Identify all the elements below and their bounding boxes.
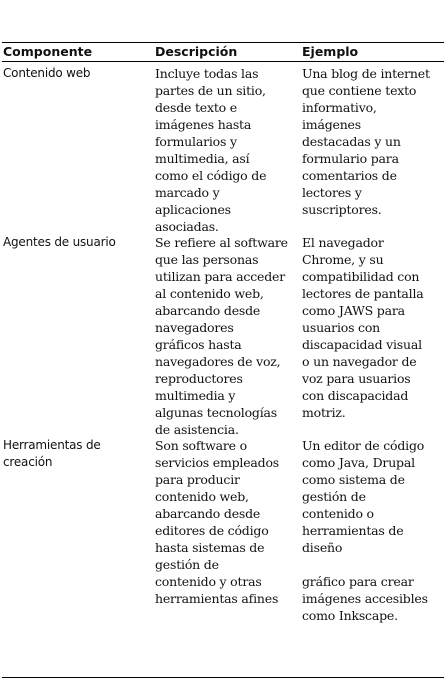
row-1-example	[302, 65, 430, 218]
row-2-example-line: con discapacidad	[302, 388, 409, 403]
row-1-component-line: Contenido web	[3, 66, 91, 80]
row-2-description-line: utilizan para acceder	[155, 269, 286, 284]
row-3-description-line: Son software o	[155, 438, 247, 453]
row-1-description-line: partes de un sitio,	[155, 83, 266, 98]
row-1-example-line: formulario para	[302, 151, 399, 166]
row-3-example-line: como Java, Drupal	[302, 455, 415, 470]
header-description: Descripción	[155, 44, 238, 59]
row-1-example-line: comentarios de	[302, 168, 397, 183]
row-2-description-line: de asistencia.	[155, 422, 239, 437]
row-2-component	[3, 234, 116, 251]
row-1-example-line: suscriptores.	[302, 202, 382, 217]
row-3-description	[155, 437, 279, 607]
row-3-example-line: imágenes accesibles	[302, 591, 428, 606]
row-3-example-line: diseño	[302, 540, 343, 555]
row-2-description-line: reproductores	[155, 371, 243, 386]
row-3-example	[302, 437, 428, 624]
row-2-description-line: multimedia y	[155, 388, 236, 403]
row-3-example-line: como sistema de	[302, 472, 405, 487]
row-2-description-line: navegadores de voz,	[155, 354, 281, 369]
row-3-example-line: Un editor de código	[302, 438, 425, 453]
row-3-description-line: abarcando desde	[155, 506, 261, 521]
row-3-description-line: contenido web,	[155, 489, 249, 504]
row-2-description-line: al contenido web,	[155, 286, 264, 301]
header-component: Componente	[3, 44, 93, 59]
row-2-example-line: usuarios con	[302, 320, 381, 335]
row-2-example-line: compatibilidad con	[302, 269, 420, 284]
table-header-rule	[2, 61, 444, 62]
row-1-description-line: aplicaciones	[155, 202, 231, 217]
row-2-example-line: lectores de pantalla	[302, 286, 424, 301]
row-1-example-line: que contiene texto	[302, 83, 417, 98]
row-2-description-line: Se refiere al software	[155, 235, 288, 250]
row-1-component	[3, 65, 90, 82]
row-3-description-line: contenido y otras	[155, 574, 262, 589]
row-1-description-line: imágenes hasta	[155, 117, 252, 132]
row-2-example-line: El navegador	[302, 235, 384, 250]
row-2-example-line: o un navegador de	[302, 354, 417, 369]
row-2-example-line: como JAWS para	[302, 303, 405, 318]
row-2-description-line: algunas tecnologías	[155, 405, 277, 420]
row-1-description-line: marcado y	[155, 185, 220, 200]
row-3-description-line: editores de código	[155, 523, 269, 538]
row-1-description-line: asociadas.	[155, 219, 219, 234]
row-3-example-line: contenido o	[302, 506, 374, 521]
row-1-description-line: multimedia, así	[155, 151, 250, 166]
row-2-description-line: gráficos hasta	[155, 337, 242, 352]
row-3-description-line: para producir	[155, 472, 240, 487]
row-2-example-line: discapacidad visual	[302, 337, 422, 352]
row-2-description-line: navegadores	[155, 320, 234, 335]
row-3-example-line: herramientas de	[302, 523, 404, 538]
row-2-description-line: abarcando desde	[155, 303, 261, 318]
row-3-component-line: creación	[3, 455, 53, 469]
row-1-example-line: lectores y	[302, 185, 362, 200]
row-3-component-line: Herramientas de	[3, 438, 101, 452]
row-1-description-line: como el código de	[155, 168, 267, 183]
row-3-description-line: gestión de	[155, 557, 219, 572]
row-3-example-line: como Inkscape.	[302, 608, 398, 623]
header-example: Ejemplo	[302, 44, 359, 59]
table-bottom-rule	[2, 677, 444, 678]
row-1-description	[155, 65, 266, 235]
row-3-example-line: gestión de	[302, 489, 366, 504]
row-3-description-line: herramientas afines	[155, 591, 279, 606]
row-3-example-line: gráfico para crear	[302, 574, 414, 589]
row-1-example-line: imágenes	[302, 117, 361, 132]
row-2-example-line: motriz.	[302, 405, 346, 420]
row-1-example-line: informativo,	[302, 100, 377, 115]
row-1-description-line: desde texto e	[155, 100, 237, 115]
row-1-description-line: formularios y	[155, 134, 237, 149]
row-2-description	[155, 234, 288, 438]
row-3-description-line: servicios empleados	[155, 455, 280, 470]
row-1-description-line: Incluye todas las	[155, 66, 259, 81]
row-2-component-line: Agentes de usuario	[3, 235, 116, 249]
row-2-example	[302, 234, 424, 421]
row-3-component	[3, 437, 101, 471]
row-2-description-line: que las personas	[155, 252, 259, 267]
row-3-description-line: hasta sistemas de	[155, 540, 265, 555]
row-1-example-line: Una blog de internet	[302, 66, 430, 81]
row-1-example-line: destacadas y un	[302, 134, 401, 149]
row-2-example-line: Chrome, y su	[302, 252, 384, 267]
row-3-example-line	[302, 556, 428, 573]
row-2-example-line: voz para usuarios	[302, 371, 411, 386]
